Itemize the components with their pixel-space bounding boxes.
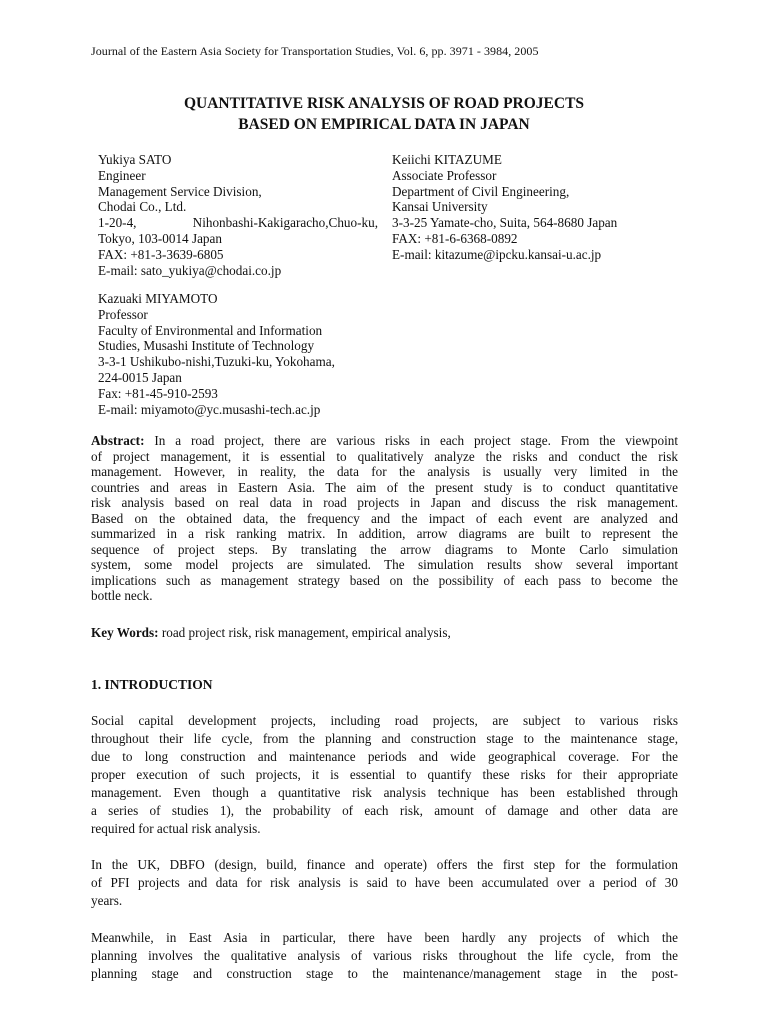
keywords — [91, 625, 451, 641]
abstract-line: countries and areas in Eastern Asia. The aim of the present study is to conduct quantitative — [91, 479, 678, 495]
paragraph-line: planning involves the qualitative analysis of various risks throughout the life cycle, from the — [91, 948, 678, 963]
author-position: Engineer — [98, 167, 146, 183]
intro-paragraph-2 — [91, 856, 678, 910]
journal-header: Journal of the Eastern Asia Society for Transportation Studies, Vol. 6, pp. 3971 - 3984, 2005 — [91, 44, 539, 58]
title-line-2: BASED ON EMPIRICAL DATA IN JAPAN — [238, 116, 530, 133]
paragraph-line: planning stage and construction stage to the maintenance/management stage in the post- — [91, 966, 678, 981]
abstract-line: Abstract: In a road project, there are various risks in each project stage. From the viewpoint — [91, 433, 678, 448]
author-position: Associate Professor — [392, 167, 497, 183]
author-address: Tokyo, 103-0014 Japan — [98, 230, 222, 246]
section-heading-introduction: 1. INTRODUCTION — [91, 677, 213, 692]
paragraph-line: management. Even though a quantitative risk analysis technique has been established through — [91, 785, 678, 800]
abstract-line: of project management, it is essential to qualitatively analyze the risks and conduct the risk — [91, 448, 678, 464]
author-name: Yukiya SATO — [98, 152, 172, 167]
abstract-line: summarized in a risk ranking matrix. In addition, arrow diagrams are built to represent the — [91, 526, 678, 541]
intro-paragraph-1 — [91, 712, 678, 838]
abstract-line: sequence of project steps. By translating the arrow diagrams to Monte Carlo simulation — [91, 541, 678, 557]
paragraph-line: due to long construction and maintenance periods and wide geographical coverage. For the — [91, 749, 678, 764]
author-miyamoto — [98, 291, 378, 417]
author-address: 3-3-1 Ushikubo-nishi,Tuzuki-ku, Yokohama, — [98, 354, 335, 370]
abstract-label: Abstract: — [91, 433, 145, 448]
author-fax: Fax: +81-45-910-2593 — [98, 385, 218, 401]
author-affiliation: Department of Civil Engineering, — [392, 183, 570, 199]
author-position: Professor — [98, 306, 148, 322]
author-affiliation: Management Service Division, — [98, 183, 262, 199]
author-affiliation: Kansai University — [392, 199, 488, 215]
author-name: Kazuaki MIYAMOTO — [98, 291, 218, 306]
paragraph-line: In the UK, DBFO (design, build, finance and operate) offers the first step for the formulation — [91, 857, 678, 872]
author-name: Keiichi KITAZUME — [392, 152, 502, 167]
author-email: E-mail: kitazume@ipcku.kansai-u.ac.jp — [392, 246, 602, 262]
paragraph-line: years. — [91, 893, 123, 908]
abstract-line: implications such as management strategy based on the possibility of each pass to become the — [91, 572, 678, 588]
author-address: 1-20-4, Nihonbashi-Kakigaracho,Chuo-ku, — [98, 215, 378, 231]
paragraph-line: of PFI projects and data for risk analysis is said to have been accumulated over a period of 30 — [91, 875, 678, 890]
abstract-line: management. However, in reality, the data for the analysis is usually very limited in the — [91, 464, 678, 479]
paragraph-line: required for actual risk analysis. — [91, 821, 261, 836]
author-email: E-mail: sato_yukiya@chodai.co.jp — [98, 262, 282, 278]
author-affiliation: Chodai Co., Ltd. — [98, 199, 187, 215]
paragraph-line: Social capital development projects, including road projects, are subject to various risks — [91, 713, 678, 728]
author-email: E-mail: miyamoto@yc.musashi-tech.ac.jp — [98, 401, 321, 417]
abstract-line: system, some model projects are simulated. The simulation results show several important — [91, 557, 678, 572]
author-address: 224-0015 Japan — [98, 369, 182, 385]
abstract-line: bottle neck. — [91, 588, 153, 603]
author-fax: FAX: +81-3-3639-6805 — [98, 246, 224, 262]
paper-title — [0, 93, 768, 135]
abstract-line: Based on the obtained data, the frequency and the impact of each event are analyzed and — [91, 510, 678, 526]
author-affiliation: Faculty of Environmental and Information — [98, 322, 323, 338]
paragraph-line: a series of studies 1), the probability of each risk, amount of damage and other data are — [91, 803, 678, 818]
author-affiliation: Studies, Musashi Institute of Technology — [98, 338, 315, 354]
author-sato — [98, 152, 378, 278]
paragraph-line: proper execution of such projects, it is essential to quantify these risks for their appropriate — [91, 767, 678, 782]
author-fax: FAX: +81-6-6368-0892 — [392, 230, 518, 246]
keywords-label: Key Words: — [91, 625, 159, 640]
keywords-text: road project risk, risk management, empirical analysis, — [161, 625, 451, 640]
author-address: 3-3-25 Yamate-cho, Suita, 564-8680 Japan — [392, 215, 618, 231]
title-line-1: QUANTITATIVE RISK ANALYSIS OF ROAD PROJECTS — [183, 95, 585, 112]
abstract-line: risk analysis based on real data in road projects in Japan and discuss the risk management. — [91, 495, 678, 510]
author-kitazume — [392, 152, 682, 263]
abstract — [91, 433, 678, 604]
intro-paragraph-3 — [91, 929, 678, 983]
paragraph-line: Meanwhile, in East Asia in particular, there have been hardly any projects of which the — [91, 930, 678, 945]
paragraph-line: throughout their life cycle, from the planning and construction stage to the maintenance stage, — [91, 731, 678, 746]
